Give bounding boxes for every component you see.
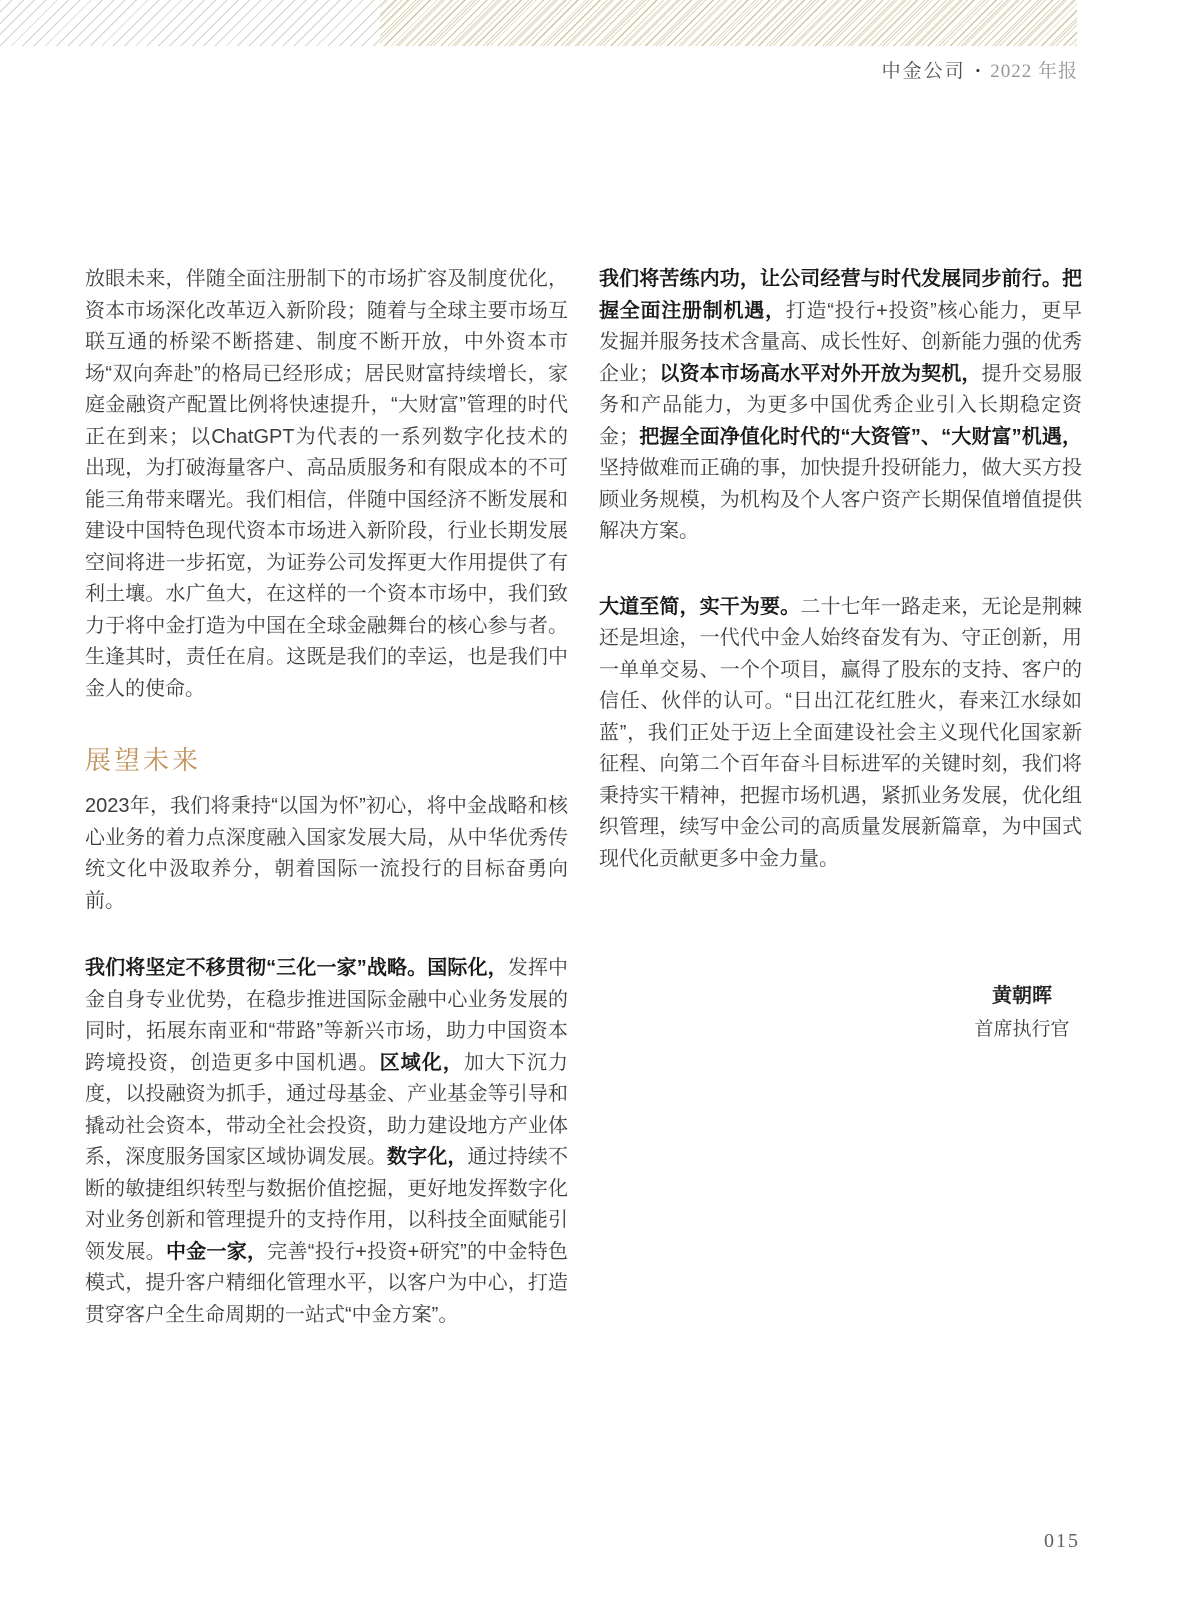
report-edition: 2022 年报	[990, 61, 1078, 82]
section-heading-outlook: 展望未来	[85, 745, 202, 775]
page-number: 015	[1044, 1530, 1080, 1552]
paragraph-internal-strength	[599, 264, 1082, 548]
right-column	[599, 264, 1082, 1331]
text-run: 通过持续不断的敏捷组织转型与数据价值挖掘，更好地发挥数字化对业务创新和管理提升的支持作用，以科技全面赋能引领发展。	[85, 1146, 569, 1263]
bold-run-one-cicc: 中金一家，	[166, 1240, 268, 1263]
separator-dot-icon: •	[975, 63, 981, 78]
signature-block	[952, 979, 1092, 1047]
paragraph-pragmatism	[599, 592, 1082, 876]
bold-run-digitalization: 数字化，	[386, 1146, 468, 1168]
text-run: 二十七年一路走来，无论是荆棘还是坦途，一代代中金人始终奋发有为、守正创新，用一单单交易、一个个项目，赢得了股东的支持、客户的信任、伙伴的认可。“日出江花红胜火，春来江水绿如蓝”，我们正处于迈上全面建设社会主义现代化国家新征程、向第二个百年奋斗目标进军的关键时刻，我们将秉持实干精神，把握市场机遇，紧抓业务发展，优化组织管理，续写中金公司的高质量发展新篇章，为中国式现代化贡献更多中金力量。	[599, 595, 1083, 870]
text-run: 发挥中金自身专业优势，在稳步推进国际金融中心业务发展的同时，拓展东南亚和“带路”等新兴市场，助力中国资本跨境投资，创造更多中国机遇。	[85, 957, 568, 1074]
hatch-gold-overlay	[380, 0, 1077, 46]
text-run: 坚持做难而正确的事，加快提升投研能力，做大买方投顾业务规模，为机构及个人客户资产长期保值增值提供解决方案。	[599, 457, 1082, 542]
company-name: 中金公司	[881, 61, 966, 82]
text-run: 打造“投行+投资”核心能力，更早发掘并服务技术含量高、成长性好、创新能力强的优秀企业；	[599, 299, 1082, 385]
paragraph-strategy	[85, 953, 568, 1331]
text-run: 加大下沉力度，以投融资为抓手，通过母基金、产业基金等引导和撬动社会资本，带动全社会投资，助力建设地方产业体系，深度服务国家区域协调发展。	[85, 1051, 569, 1168]
text-run: 提升交易服务和产品能力，为更多中国优秀企业引入长期稳定资金；	[599, 362, 1083, 448]
content-columns	[85, 264, 1082, 1331]
bold-run-strategy-lead: 我们将坚定不移贯彻“三化一家”战略。国际化，	[85, 957, 508, 979]
bold-run-pragmatism-lead: 大道至简，实干为要。	[599, 595, 801, 618]
text-run: 完善“投行+投资+研究”的中金特色模式，提升客户精细化管理水平，以客户为中心，打造贯穿客户全生命周期的一站式“中金方案”。	[85, 1240, 569, 1326]
paragraph-2023-mission: 2023年，我们将秉持“以国为怀”初心，将中金战略和核心业务的着力点深度融入国家发展大局，从中华优秀传统文化中汲取养分，朝着国际一流投行的目标奋勇向前。	[85, 795, 568, 912]
paragraph-market-outlook: 放眼未来，伴随全面注册制下的市场扩容及制度优化，资本市场深化改革迈入新阶段；随着与全球主要市场互联互通的桥梁不断搭建、制度不断开放，中外资本市场“双向奔赴”的格局已经形成；居民财富持续增长，家庭金融资产配置比例将快速提升，“大财富”管理的时代正在到来；以ChatGPT为代表的一系列数字化技术的出现，为打破海量客户、高品质服务和有限成本的不可能三角带来曙光。我们相信，伴随中国经济不断发展和建设中国特色现代资本市场进入新阶段，行业长期发展空间将进一步拓宽，为证券公司发挥更大作用提供了有利土壤。水广鱼大，在这样的一个资本市场中，我们致力于将中金打造为中国在全球金融舞台的核心参与者。生逢其时，责任在肩。这既是我们的幸运，也是我们中金人的使命。	[85, 268, 568, 700]
left-column	[85, 264, 568, 1331]
page-header	[882, 58, 1078, 85]
signature-name: 黄朝晖	[992, 985, 1052, 1007]
signature-title: 首席执行官	[974, 1019, 1070, 1040]
bold-run-internal-lead: 我们将苦练内功，让公司经营与时代发展同步前行。把握全面注册制机遇，	[599, 268, 1082, 322]
bold-run-regionalization: 区域化，	[379, 1051, 464, 1074]
bold-run-wealth-management: 把握全面净值化时代的“大资管”、“大财富”机遇，	[639, 425, 1083, 448]
bold-run-opening-up: 以资本市场高水平对外开放为契机，	[659, 362, 982, 385]
hatch-pattern-band	[0, 0, 1077, 46]
